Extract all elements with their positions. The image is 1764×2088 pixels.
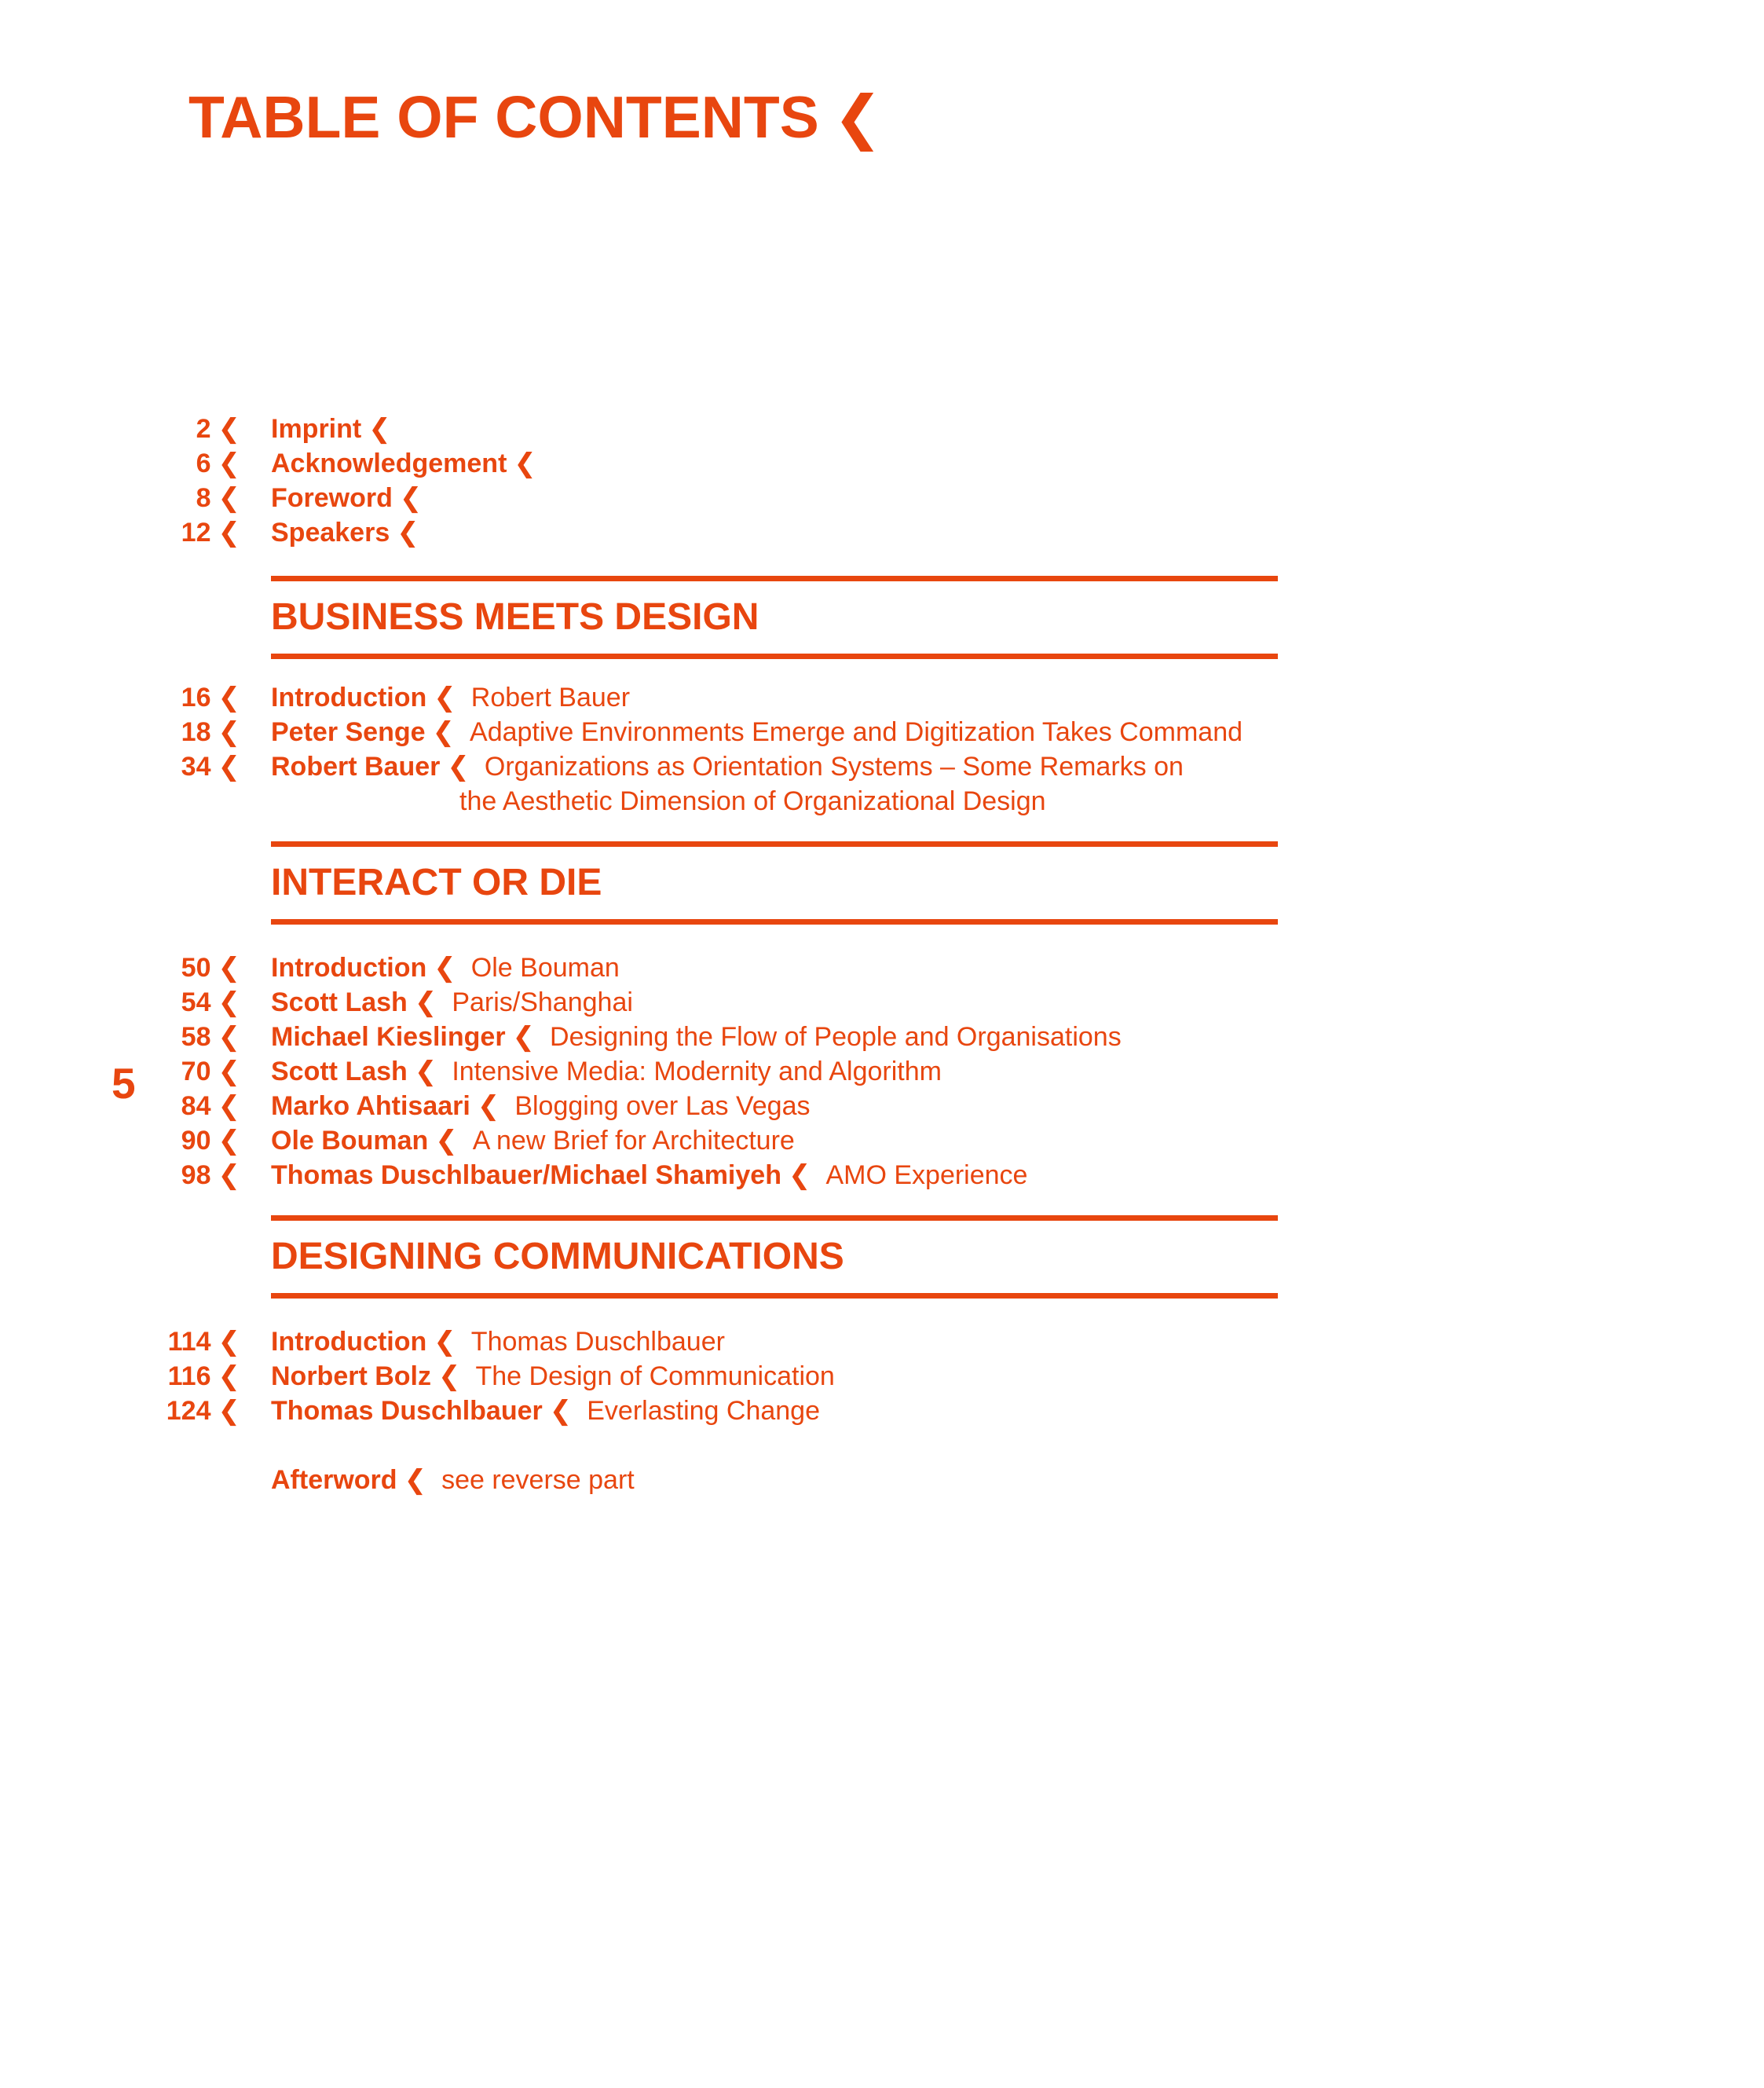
page-number: 5 <box>112 1059 136 1108</box>
toc-entry-continuation <box>0 784 1764 819</box>
entry-text: Peter Senge ❮ Adaptive Environments Emerge and Digitization Takes Command <box>271 717 1243 747</box>
entry-text: Imprint ❮ <box>271 414 391 444</box>
toc-entry[interactable] <box>0 1089 1764 1123</box>
section-header-interact-or-die <box>271 841 1278 925</box>
toc-entry[interactable] <box>0 1394 1764 1428</box>
toc-entry[interactable] <box>0 749 1764 784</box>
chevron-left-icon: ❮ <box>432 717 456 747</box>
page-ref: 98 ❮ <box>181 1160 240 1190</box>
page-title <box>188 84 883 150</box>
chevron-left-icon: ❮ <box>218 414 240 444</box>
page-ref: 90 ❮ <box>181 1126 240 1156</box>
entry-text: Introduction ❮ Robert Bauer <box>271 683 631 712</box>
chevron-left-icon: ❮ <box>218 1022 240 1052</box>
chevron-left-icon: ❮ <box>434 683 456 712</box>
entry-text: Speakers ❮ <box>271 518 419 548</box>
toc-entry-acknowledgement[interactable] <box>0 446 1764 481</box>
section-entries-interact-or-die <box>0 951 1764 1192</box>
entry-text: Norbert Bolz ❮ The Design of Communication <box>271 1361 835 1391</box>
chevron-left-icon: ❮ <box>833 84 883 150</box>
toc-entry-imprint[interactable] <box>0 412 1764 446</box>
chevron-left-icon: ❮ <box>218 483 240 513</box>
chevron-left-icon: ❮ <box>218 1396 240 1426</box>
toc-entry[interactable] <box>0 1359 1764 1394</box>
chevron-left-icon: ❮ <box>218 752 240 782</box>
chevron-left-icon: ❮ <box>514 449 536 478</box>
section-entries-designing-communications <box>0 1324 1764 1428</box>
chevron-left-icon: ❮ <box>399 483 423 513</box>
toc-entry[interactable] <box>0 1324 1764 1359</box>
front-matter-list <box>0 412 1764 550</box>
page-ref: 2 ❮ <box>196 414 240 444</box>
section-entries-business-meets-design <box>0 680 1764 819</box>
page-ref: 8 ❮ <box>196 483 240 513</box>
chevron-left-icon: ❮ <box>218 1126 240 1156</box>
toc-entry[interactable] <box>0 985 1764 1020</box>
section-header-business-meets-design <box>271 576 1278 659</box>
toc-entry[interactable] <box>0 715 1764 749</box>
section-title: INTERACT OR DIE <box>271 862 602 903</box>
toc-entry[interactable] <box>0 1158 1764 1192</box>
page-ref: 84 ❮ <box>181 1091 240 1121</box>
page-ref: 114 ❮ <box>167 1327 240 1357</box>
entry-desc-continuation: the Aesthetic Dimension of Organizational Design <box>459 786 1046 816</box>
toc-entry[interactable] <box>0 1054 1764 1089</box>
toc-entry[interactable] <box>0 951 1764 985</box>
afterword-block <box>0 1463 1764 1497</box>
chevron-left-icon: ❮ <box>434 1327 456 1357</box>
chevron-left-icon: ❮ <box>218 953 240 983</box>
chevron-left-icon: ❮ <box>434 953 456 983</box>
page-ref: 50 ❮ <box>181 953 240 983</box>
chevron-left-icon: ❮ <box>512 1022 536 1052</box>
page-ref: 12 ❮ <box>181 518 240 548</box>
entry-text: Robert Bauer ❮ Organizations as Orientation Systems – Some Remarks on <box>271 752 1184 782</box>
toc-entry-speakers[interactable] <box>0 515 1764 550</box>
section-header-designing-communications <box>271 1215 1278 1299</box>
chevron-left-icon: ❮ <box>404 1465 427 1495</box>
page-ref: 16 ❮ <box>181 683 240 712</box>
chevron-left-icon: ❮ <box>477 1091 500 1121</box>
toc-entry[interactable] <box>0 680 1764 715</box>
entry-text: Scott Lash ❮ Paris/Shanghai <box>271 987 633 1017</box>
chevron-left-icon: ❮ <box>218 1160 240 1190</box>
entry-text: Foreword ❮ <box>271 483 423 513</box>
chevron-left-icon: ❮ <box>397 518 419 548</box>
toc-entry[interactable] <box>0 1020 1764 1054</box>
section-title: DESIGNING COMMUNICATIONS <box>271 1236 844 1277</box>
chevron-left-icon: ❮ <box>414 1057 437 1086</box>
page-ref: 34 ❮ <box>181 752 240 782</box>
toc-entry[interactable] <box>0 1123 1764 1158</box>
chevron-left-icon: ❮ <box>438 1361 461 1391</box>
page-ref: 116 ❮ <box>167 1361 240 1391</box>
page-ref: 6 ❮ <box>196 449 240 478</box>
page-ref: 18 ❮ <box>181 717 240 747</box>
chevron-left-icon: ❮ <box>218 683 240 712</box>
page-ref: 54 ❮ <box>181 987 240 1017</box>
entry-text: Introduction ❮ Ole Bouman <box>271 953 620 983</box>
chevron-left-icon: ❮ <box>218 449 240 478</box>
entry-text: Afterword ❮ see reverse part <box>271 1465 635 1495</box>
page-ref: 58 ❮ <box>181 1022 240 1052</box>
toc-entry-foreword[interactable] <box>0 481 1764 515</box>
page-ref: 124 ❮ <box>166 1396 240 1426</box>
page-title-text: TABLE OF CONTENTS <box>188 84 819 150</box>
chevron-left-icon: ❮ <box>435 1126 458 1156</box>
section-title: BUSINESS MEETS DESIGN <box>271 596 759 638</box>
chevron-left-icon: ❮ <box>368 414 391 444</box>
entry-text: Introduction ❮ Thomas Duschlbauer <box>271 1327 725 1357</box>
entry-text: Michael Kieslinger ❮ Designing the Flow of People and Organisations <box>271 1022 1122 1052</box>
chevron-left-icon: ❮ <box>447 752 470 782</box>
entry-text: Thomas Duschlbauer ❮ Everlasting Change <box>271 1396 820 1426</box>
chevron-left-icon: ❮ <box>218 987 240 1017</box>
entry-text: Acknowledgement ❮ <box>271 449 536 478</box>
chevron-left-icon: ❮ <box>549 1396 573 1426</box>
chevron-left-icon: ❮ <box>788 1160 811 1190</box>
toc-entry-afterword[interactable] <box>0 1463 1764 1497</box>
chevron-left-icon: ❮ <box>218 1091 240 1121</box>
entry-text: Thomas Duschlbauer/Michael Shamiyeh ❮ AMO Experience <box>271 1160 1028 1190</box>
chevron-left-icon: ❮ <box>218 1327 240 1357</box>
chevron-left-icon: ❮ <box>414 987 437 1017</box>
chevron-left-icon: ❮ <box>218 1057 240 1086</box>
chevron-left-icon: ❮ <box>218 518 240 548</box>
entry-text: Marko Ahtisaari ❮ Blogging over Las Vegas <box>271 1091 811 1121</box>
entry-text: Scott Lash ❮ Intensive Media: Modernity and Algorithm <box>271 1057 942 1086</box>
entry-text: Ole Bouman ❮ A new Brief for Architecture <box>271 1126 795 1156</box>
chevron-left-icon: ❮ <box>218 717 240 747</box>
chevron-left-icon: ❮ <box>218 1361 240 1391</box>
page-ref: 70 ❮ <box>181 1057 240 1086</box>
